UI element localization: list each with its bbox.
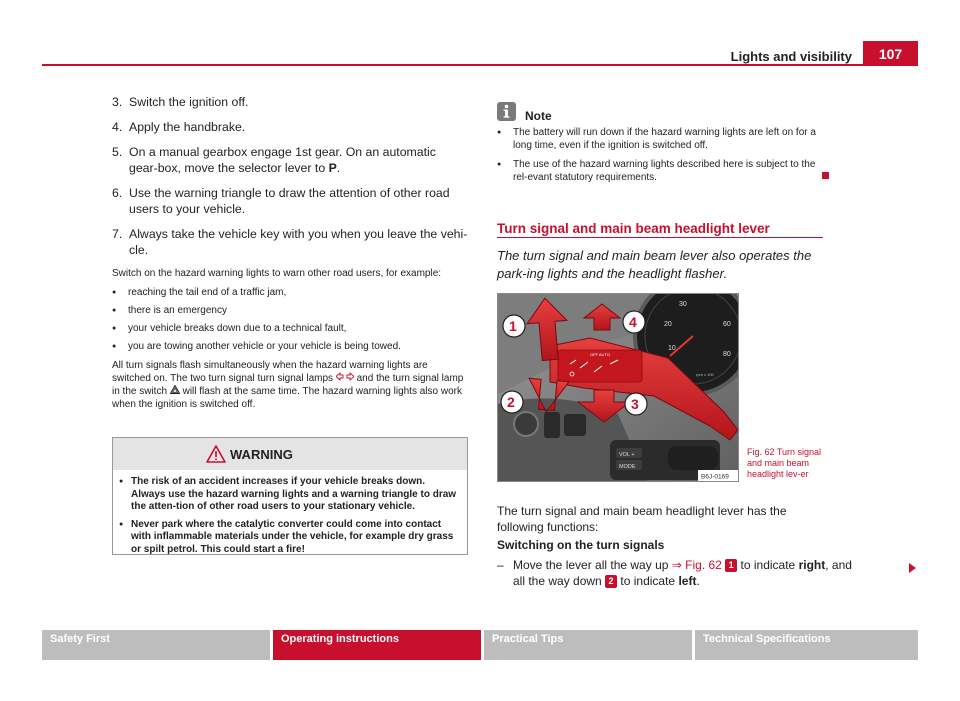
step-item: 5. On a manual gearbox engage 1st gear. On an automatic gear-box, move the selector lever to P.: [112, 145, 436, 175]
note-icon: [497, 102, 516, 121]
footer-tab-operating-instructions[interactable]: Operating instructions: [273, 630, 481, 660]
note-title: Note: [525, 109, 552, 123]
gauge-tick-label: 80: [723, 351, 731, 358]
step-item: 4. Apply the handbrake.: [112, 120, 246, 134]
list-item: ● your vehicle breaks down due to a technical fault,: [112, 322, 468, 335]
callout-1: [503, 315, 525, 337]
warning-box: [112, 437, 468, 555]
hazard-intro: Switch on the hazard warning lights to warn other road users, for example:: [112, 268, 442, 279]
header-rule: [42, 64, 918, 66]
instruction-item: – Move the lever all the way up ⇒ Fig. 62 1 to indicate right, and all the way down 2 to indicate left.: [497, 558, 852, 588]
warning-header: [113, 438, 467, 470]
warning-item: ● Never park where the catalytic converter could come into contact with inflammable materials under the vehicle, for example dry grass or spilt petrol. This could start a fire!: [119, 519, 461, 557]
stalk-label: MODE: [619, 464, 636, 470]
figure-caption: Fig. 62 Turn signal and main beam headlight lev-er: [747, 447, 822, 479]
subsection-title: Switching on the turn signals: [497, 538, 665, 552]
warning-triangle-icon: [206, 445, 226, 468]
warning-body: [113, 470, 467, 556]
figure-turn-signal-lever: [497, 293, 739, 482]
hazard-switch-icon: [170, 386, 180, 397]
svg-text:4: 4: [629, 314, 637, 330]
hazard-bullets: [112, 286, 468, 353]
step-item: 6. Use the warning triangle to draw the attention of other road users to your vehicle.: [112, 186, 450, 216]
note-block: [497, 102, 823, 190]
footer-tab-technical-specifications[interactable]: Technical Specifications: [695, 630, 918, 660]
lever-functions-intro: The turn signal and main beam headlight lever has the following functions:: [497, 504, 787, 534]
footer-nav: [42, 630, 918, 660]
svg-text:3: 3: [631, 396, 639, 412]
warning-item: ● The risk of an accident increases if your vehicle breaks down. Always use the hazard warning lights and a warning triangle to draw the atten-tion of other road users to your stationary vehicle.: [119, 476, 461, 514]
section-title: Turn signal and main beam headlight lever: [497, 221, 770, 236]
list-item: ● reaching the tail end of a traffic jam,: [112, 286, 468, 299]
svg-text:1: 1: [509, 318, 517, 334]
section-header-title: Lights and visibility: [730, 49, 852, 64]
footer-tab-safety-first[interactable]: Safety First: [42, 630, 270, 660]
step-item: 3. Switch the ignition off.: [112, 95, 249, 109]
gauge-unit-label: rpm x 100: [696, 372, 714, 377]
note-item: ● The use of the hazard warning lights described here is subject to the rel-evant statutory requirements.: [497, 158, 823, 184]
gauge-tick-label: 20: [664, 321, 672, 328]
figure-link[interactable]: ⇒ Fig. 62: [671, 558, 722, 572]
note-item: ● The battery will run down if the hazard warning lights are left on for a long time, even if the ignition is switched off.: [497, 126, 823, 152]
gauge-tick-label: 60: [723, 321, 731, 328]
footer-tab-practical-tips[interactable]: Practical Tips: [484, 630, 692, 660]
turn-signal-arrows-icon: [336, 373, 354, 384]
warning-title: WARNING: [230, 447, 293, 462]
hazard-paragraph: All turn signals flash simultaneously when the hazard warning lights are switched on. The two turn signal turn signal lamps and the turn signal lamp in the switch will flash at the same time. The hazard warning lights also work when the ignition is switched off.: [112, 360, 464, 410]
ref-badge-2: 2: [605, 575, 617, 588]
step-item: 7. Always take the vehicle key with you when you leave the vehi-cle.: [112, 227, 468, 257]
gauge-tick-label: 10: [668, 345, 676, 352]
section-intro: The turn signal and main beam lever also operates the park-ing lights and the headlight flasher.: [497, 248, 812, 281]
callout-4: [623, 311, 645, 333]
stalk-label: VOL +: [619, 452, 635, 458]
section-rule: [497, 237, 823, 238]
lever-text: OFF AUTO: [590, 352, 610, 357]
list-item: ● there is an emergency: [112, 304, 468, 317]
lever-illustration: [498, 294, 739, 482]
svg-text:2: 2: [507, 394, 515, 410]
callout-2: [501, 391, 523, 413]
continue-arrow-icon: [909, 563, 916, 573]
gauge-tick-label: 30: [679, 301, 687, 308]
figure-code: B6J-0169: [701, 473, 729, 481]
steps-list: [112, 94, 468, 258]
page-number: 107: [863, 41, 918, 66]
list-item: ● you are towing another vehicle or your vehicle is being towed.: [112, 340, 468, 353]
ref-badge-1: 1: [725, 559, 737, 572]
section-end-mark: [822, 172, 829, 179]
callout-3: [625, 393, 647, 415]
left-column: [112, 94, 468, 417]
